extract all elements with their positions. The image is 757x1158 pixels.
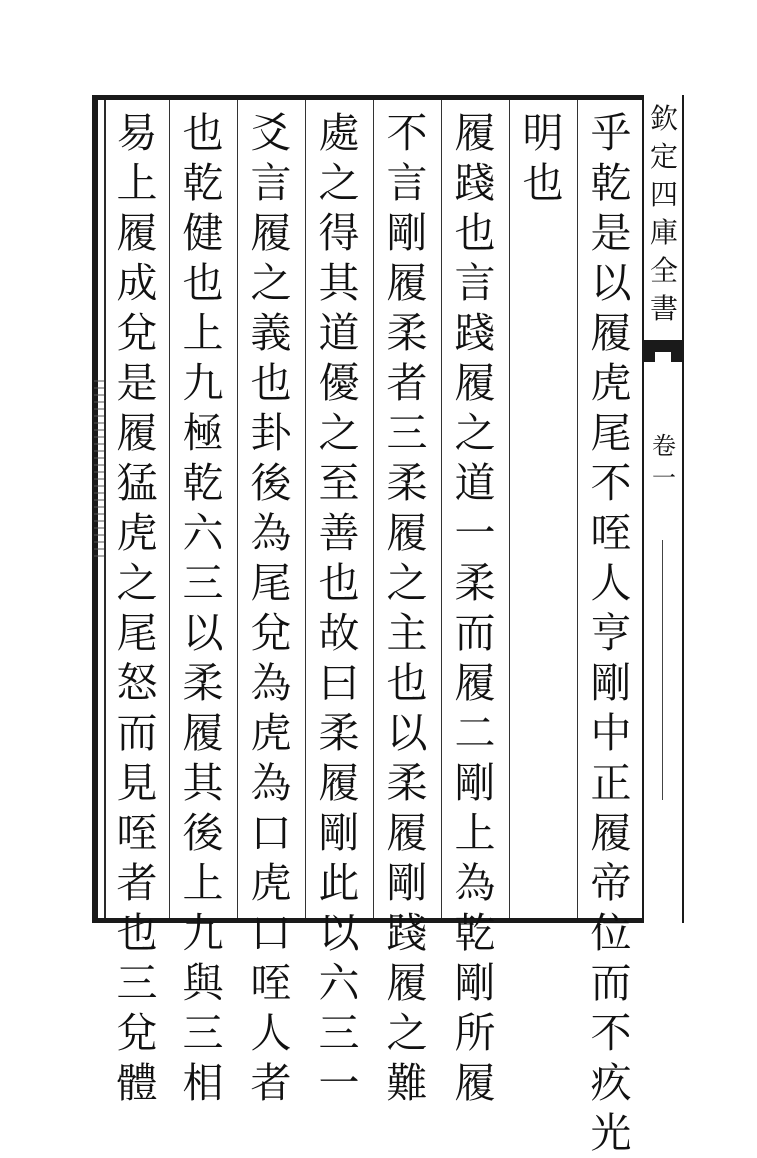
glyph: 剛 xyxy=(318,809,360,857)
glyph: 正 xyxy=(590,759,632,807)
glyph: 也 xyxy=(522,159,564,207)
glyph: 九 xyxy=(182,909,224,957)
glyph: 其 xyxy=(182,759,224,807)
glyph: 言 xyxy=(386,159,428,207)
book-title xyxy=(646,100,682,328)
glyph: 兌 xyxy=(250,609,292,657)
glyph: 三 xyxy=(182,1009,224,1057)
glyph: 履 xyxy=(454,109,496,157)
glyph: 後 xyxy=(250,459,292,507)
glyph: 成 xyxy=(116,259,158,307)
glyph: 體 xyxy=(116,1059,158,1107)
glyph: 極 xyxy=(182,409,224,457)
glyph: 為 xyxy=(454,859,496,907)
glyph: 履 xyxy=(454,1059,496,1107)
glyph: 為 xyxy=(250,509,292,557)
glyph: 虎 xyxy=(590,359,632,407)
glyph: 書 xyxy=(649,292,678,325)
glyph: 一 xyxy=(652,464,676,492)
glyph: 定 xyxy=(649,140,678,173)
glyph: 踐 xyxy=(454,159,496,207)
glyph: 三 xyxy=(318,1009,360,1057)
glyph: 也 xyxy=(318,559,360,607)
glyph: 三 xyxy=(182,559,224,607)
glyph: 此 xyxy=(318,859,360,907)
glyph: 也 xyxy=(386,659,428,707)
glyph: 履 xyxy=(590,309,632,357)
glyph: 為 xyxy=(250,759,292,807)
glyph: 上 xyxy=(454,809,496,857)
glyph: 柔 xyxy=(386,459,428,507)
glyph: 柔 xyxy=(386,309,428,357)
glyph: 上 xyxy=(182,859,224,907)
glyph: 剛 xyxy=(454,759,496,807)
glyph: 得 xyxy=(318,209,360,257)
glyph: 全 xyxy=(649,254,678,287)
glyph: 不 xyxy=(590,1009,632,1057)
glyph: 優 xyxy=(318,359,360,407)
glyph: 亨 xyxy=(590,609,632,657)
glyph: 言 xyxy=(250,159,292,207)
glyph: 人 xyxy=(590,559,632,607)
glyph: 主 xyxy=(386,609,428,657)
glyph: 相 xyxy=(182,1059,224,1107)
glyph: 尾 xyxy=(250,559,292,607)
text-column-5 xyxy=(306,108,372,1107)
glyph: 乎 xyxy=(590,109,632,157)
glyph: 曰 xyxy=(318,659,360,707)
glyph: 尾 xyxy=(116,609,158,657)
glyph: 言 xyxy=(454,259,496,307)
glyph: 柔 xyxy=(182,659,224,707)
glyph: 其 xyxy=(318,259,360,307)
volume-label xyxy=(648,430,680,494)
glyph: 上 xyxy=(116,159,158,207)
glyph: 卦 xyxy=(250,409,292,457)
glyph: 義 xyxy=(250,309,292,357)
glyph: 咥 xyxy=(116,809,158,857)
glyph: 乾 xyxy=(590,159,632,207)
glyph: 九 xyxy=(182,359,224,407)
glyph: 兌 xyxy=(116,309,158,357)
glyph: 之 xyxy=(318,159,360,207)
glyph: 履 xyxy=(250,209,292,257)
glyph: 履 xyxy=(386,809,428,857)
glyph: 也 xyxy=(182,109,224,157)
glyph: 四 xyxy=(649,178,678,211)
glyph: 一 xyxy=(318,1059,360,1107)
glyph: 爻 xyxy=(250,109,292,157)
glyph: 以 xyxy=(590,259,632,307)
text-column-6 xyxy=(238,108,304,1107)
glyph: 柔 xyxy=(318,709,360,757)
glyph: 乾 xyxy=(182,459,224,507)
glyph: 之 xyxy=(454,409,496,457)
glyph: 之 xyxy=(386,1009,428,1057)
glyph: 尾 xyxy=(590,409,632,457)
glyph: 位 xyxy=(590,909,632,957)
glyph: 而 xyxy=(454,609,496,657)
glyph: 履 xyxy=(116,409,158,457)
glyph: 庫 xyxy=(649,216,678,249)
glyph: 明 xyxy=(522,109,564,157)
glyph: 一 xyxy=(454,509,496,557)
glyph: 也 xyxy=(116,909,158,957)
glyph: 是 xyxy=(590,209,632,257)
glyph: 剛 xyxy=(454,959,496,1007)
glyph: 虎 xyxy=(250,859,292,907)
text-column-3 xyxy=(442,108,508,1107)
glyph: 履 xyxy=(386,959,428,1007)
glyph: 道 xyxy=(454,459,496,507)
glyph: 口 xyxy=(250,809,292,857)
glyph: 至 xyxy=(318,459,360,507)
glyph: 剛 xyxy=(386,859,428,907)
glyph: 者 xyxy=(386,359,428,407)
glyph: 剛 xyxy=(386,209,428,257)
glyph: 也 xyxy=(454,209,496,257)
glyph: 以 xyxy=(386,709,428,757)
glyph: 虎 xyxy=(116,509,158,557)
fish-tail-notch xyxy=(655,352,671,362)
glyph: 猛 xyxy=(116,459,158,507)
glyph: 咥 xyxy=(250,959,292,1007)
glyph: 也 xyxy=(250,359,292,407)
glyph: 道 xyxy=(318,309,360,357)
glyph: 者 xyxy=(116,859,158,907)
glyph: 不 xyxy=(386,109,428,157)
glyph: 履 xyxy=(116,209,158,257)
glyph: 柔 xyxy=(454,559,496,607)
glyph: 不 xyxy=(590,459,632,507)
scan-speckle xyxy=(94,380,104,560)
glyph: 後 xyxy=(182,809,224,857)
glyph: 乾 xyxy=(454,909,496,957)
glyph: 人 xyxy=(250,1009,292,1057)
glyph: 履 xyxy=(386,509,428,557)
glyph: 以 xyxy=(318,909,360,957)
glyph: 乾 xyxy=(182,159,224,207)
text-column-2 xyxy=(510,108,576,918)
glyph: 之 xyxy=(386,559,428,607)
glyph: 兌 xyxy=(116,1009,158,1057)
text-column-1 xyxy=(578,108,644,1157)
glyph: 是 xyxy=(116,359,158,407)
glyph: 也 xyxy=(182,259,224,307)
glyph: 二 xyxy=(454,709,496,757)
glyph: 而 xyxy=(590,959,632,1007)
glyph: 疚 xyxy=(590,1059,632,1107)
margin-rule xyxy=(662,540,663,800)
glyph: 虎 xyxy=(250,709,292,757)
text-column-8 xyxy=(104,108,170,1107)
glyph: 欽 xyxy=(649,102,678,135)
glyph: 中 xyxy=(590,709,632,757)
glyph: 履 xyxy=(454,659,496,707)
glyph: 與 xyxy=(182,959,224,1007)
glyph: 光 xyxy=(590,1109,632,1157)
glyph: 口 xyxy=(250,909,292,957)
glyph: 咥 xyxy=(590,509,632,557)
glyph: 之 xyxy=(250,259,292,307)
glyph: 三 xyxy=(116,959,158,1007)
glyph: 履 xyxy=(318,759,360,807)
text-column-7 xyxy=(170,108,236,1107)
glyph: 卷 xyxy=(652,432,676,460)
glyph: 見 xyxy=(116,759,158,807)
glyph: 而 xyxy=(116,709,158,757)
glyph: 帝 xyxy=(590,859,632,907)
glyph: 剛 xyxy=(590,659,632,707)
glyph: 易 xyxy=(116,109,158,157)
glyph: 履 xyxy=(590,809,632,857)
glyph: 踐 xyxy=(454,309,496,357)
glyph: 為 xyxy=(250,659,292,707)
glyph: 之 xyxy=(318,409,360,457)
glyph: 踐 xyxy=(386,909,428,957)
glyph: 健 xyxy=(182,209,224,257)
glyph: 善 xyxy=(318,509,360,557)
glyph: 所 xyxy=(454,1009,496,1057)
glyph: 之 xyxy=(116,559,158,607)
glyph: 故 xyxy=(318,609,360,657)
glyph: 難 xyxy=(386,1059,428,1107)
glyph: 以 xyxy=(182,609,224,657)
glyph: 履 xyxy=(182,709,224,757)
text-column-4 xyxy=(374,108,440,1107)
glyph: 處 xyxy=(318,109,360,157)
glyph: 履 xyxy=(454,359,496,407)
glyph: 三 xyxy=(386,409,428,457)
glyph: 柔 xyxy=(386,759,428,807)
glyph: 怒 xyxy=(116,659,158,707)
glyph: 上 xyxy=(182,309,224,357)
glyph: 者 xyxy=(250,1059,292,1107)
glyph: 六 xyxy=(182,509,224,557)
glyph: 六 xyxy=(318,959,360,1007)
glyph: 履 xyxy=(386,259,428,307)
